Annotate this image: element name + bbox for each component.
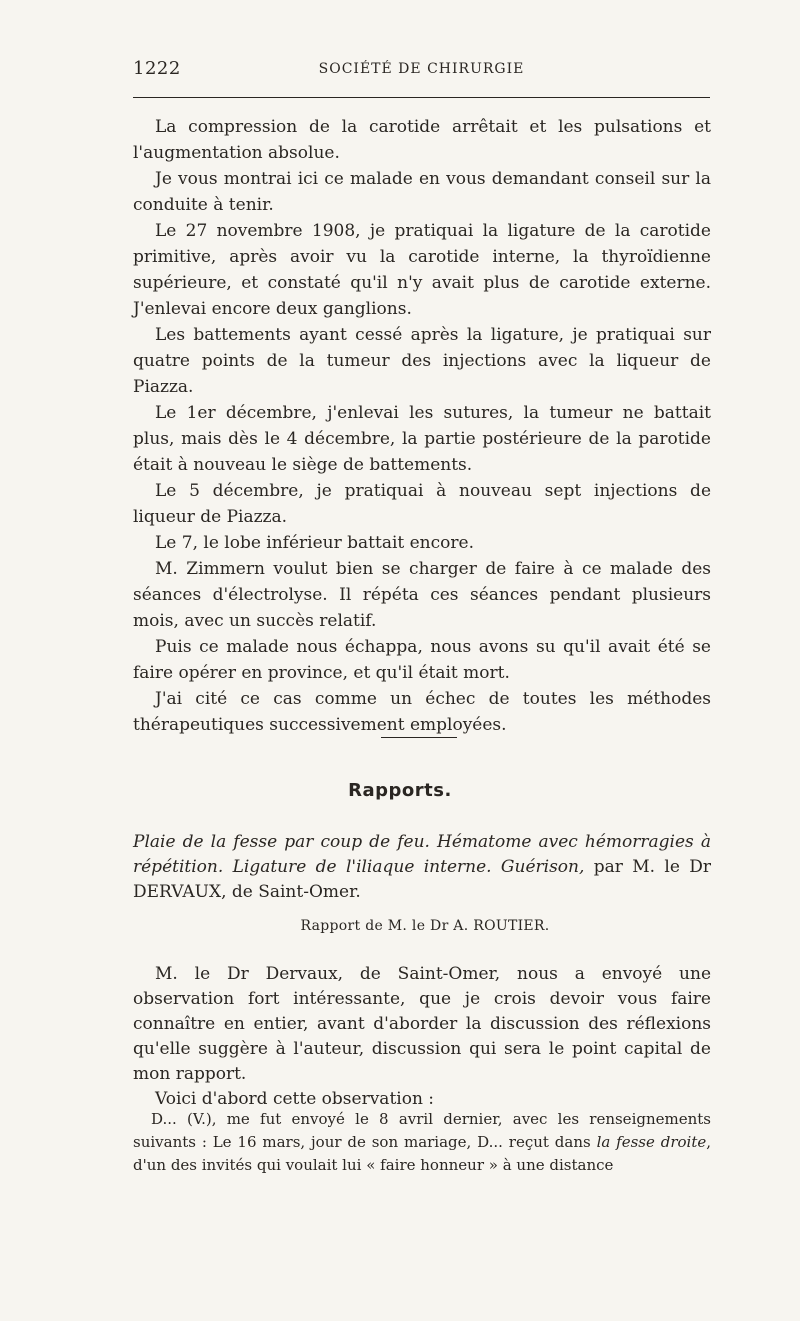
paragraph: Puis ce malade nous échappa, nous avons su qu'il avait été se faire opérer en province, et qu'il était mort. <box>133 637 711 683</box>
paragraph: Je vous montrai ici ce malade en vous demandant conseil sur la conduite à tenir. <box>133 169 711 215</box>
observation-text <box>133 1108 711 1177</box>
paragraph: La compression de la carotide arrêtait et les pulsations et l'augmentation absolue. <box>133 117 711 163</box>
body-text <box>133 114 711 738</box>
paragraph: Le 7, le lobe inférieur battait encore. <box>155 533 474 553</box>
observation-italic: la fesse droite <box>596 1133 707 1151</box>
section-divider <box>381 737 457 738</box>
paragraph: Le 5 décembre, je pratiquai à nouveau sept injections de liqueur de Piazza. <box>133 481 711 527</box>
section-heading: Rapports. <box>348 780 452 801</box>
paragraph: M. le Dr Dervaux, de Saint-Omer, nous a envoyé une observation fort intéressante, que je crois devoir vous faire connaître en entier, avant d'aborder la discussion des réflexions qu'elle suggère à l'auteur, discussion qui sera le point capital de mon rapport. <box>133 964 711 1084</box>
report-title-author: par M. le Dr DERVAUX, de Saint-Omer. <box>133 857 711 902</box>
page-number: 1222 <box>133 58 181 79</box>
report-title <box>133 830 711 905</box>
paragraph: Les battements ayant cessé après la ligature, je pratiquai sur quatre points de la tumeur des injections avec la liqueur de Piazza. <box>133 325 711 397</box>
observation-end: , d'un des invités qui voulait lui « faire honneur » à une distance <box>133 1133 712 1174</box>
observation-start: D... (V.), me fut envoyé le 8 avril dernier, avec les renseignements suivants : Le 16 mars, jour de son mariage, D... reçut dans <box>133 1110 711 1151</box>
report-text <box>133 962 711 1112</box>
report-byline: Rapport de M. le Dr A. ROUTIER. <box>300 918 550 934</box>
paragraph: Voici d'abord cette observation : <box>155 1089 435 1109</box>
running-head: SOCIÉTÉ DE CHIRURGIE <box>318 61 525 77</box>
paragraph: Le 27 novembre 1908, je pratiquai la ligature de la carotide primitive, après avoir vu la carotide interne, la thyroïdienne supérieure, et constaté qu'il n'y avait plus de carotide externe. J'enlevai encore deux ganglions. <box>133 221 711 319</box>
paragraph: Le 1er décembre, j'enlevai les sutures, la tumeur ne battait plus, mais dès le 4 décembre, la partie postérieure de la parotide était à nouveau le siège de battements. <box>133 403 711 475</box>
paragraph: M. Zimmern voulut bien se charger de faire à ce malade des séances d'électrolyse. Il répéta ces séances pendant plusieurs mois, avec un succès relatif. <box>133 559 711 631</box>
header-rule <box>133 97 710 98</box>
paragraph: J'ai cité ce cas comme un échec de toutes les méthodes thérapeutiques successivement employées. <box>133 689 711 735</box>
report-title-italic: Plaie de la fesse par coup de feu. Hématome avec hémorragies à répétition. Ligature de l'iliaque interne. Guérison, <box>133 832 711 877</box>
observation-paragraph <box>133 1108 711 1177</box>
page-header <box>133 58 710 86</box>
